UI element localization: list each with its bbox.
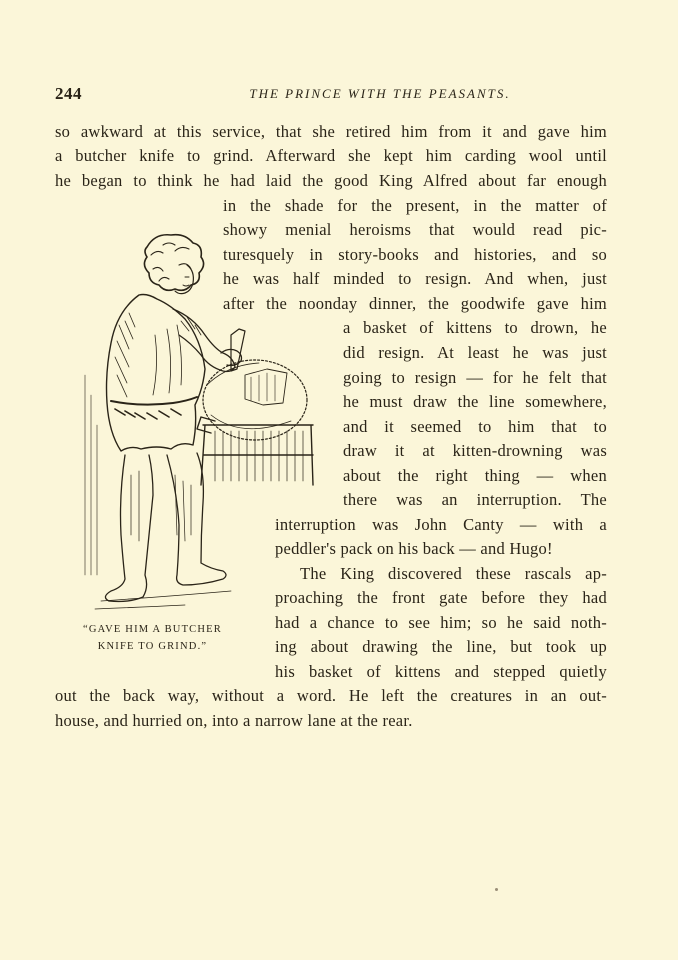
text-line: about the right thing — when — [343, 466, 607, 485]
text-line: interruption was John Canty — with a — [275, 515, 607, 534]
text-line: there was an interruption. The — [343, 490, 607, 509]
text-line: he must draw the line somewhere, — [343, 392, 607, 411]
text-line: proaching the front gate before they had — [275, 588, 607, 607]
illustration-boy-grinding-knife — [55, 225, 325, 615]
text-line: a butcher knife to grind. Afterward she kept him carding wool until — [55, 146, 607, 165]
text-line: a basket of kittens to drown, he — [343, 318, 607, 337]
text-line: he was half minded to resign. And when, just — [223, 269, 607, 288]
text-line: out the back way, without a word. He left the creatures in an out- — [55, 686, 607, 705]
text-line: in the shade for the present, in the matter of — [223, 196, 607, 215]
text-line: did resign. At least he was just — [343, 343, 607, 362]
text-line: his basket of kittens and stepped quietly — [275, 662, 607, 681]
text-line: turesquely in story-books and histories, and so — [223, 245, 607, 264]
illustration-caption-line: KNIFE TO GRIND.” — [97, 641, 208, 652]
text-line: and it seemed to him that to — [343, 417, 607, 436]
running-head: THE PRINCE WITH THE PEASANTS. — [249, 86, 511, 101]
text-line: had a chance to see him; so he said noth- — [275, 613, 607, 632]
text-line: peddler's pack on his back — and Hugo! — [275, 539, 553, 558]
paper-speck — [495, 888, 498, 891]
text-line: The King discovered these rascals ap- — [300, 564, 607, 583]
page-number: 244 — [55, 84, 82, 103]
text-line: he began to think he had laid the good King Alfred about far enough — [55, 171, 607, 190]
text-line: draw it at kitten-drowning was — [343, 441, 607, 460]
illustration-caption-line: “GAVE HIM A BUTCHER — [83, 624, 222, 635]
text-line: so awkward at this service, that she retired him from it and gave him — [55, 122, 607, 141]
text-line: after the noonday dinner, the goodwife gave him — [223, 294, 607, 313]
text-line: ing about drawing the line, but took up — [275, 637, 607, 656]
text-line: house, and hurried on, into a narrow lane at the rear. — [55, 711, 413, 730]
text-line: showy menial heroisms that would read pic- — [223, 220, 607, 239]
text-line: going to resign — for he felt that — [343, 368, 607, 387]
